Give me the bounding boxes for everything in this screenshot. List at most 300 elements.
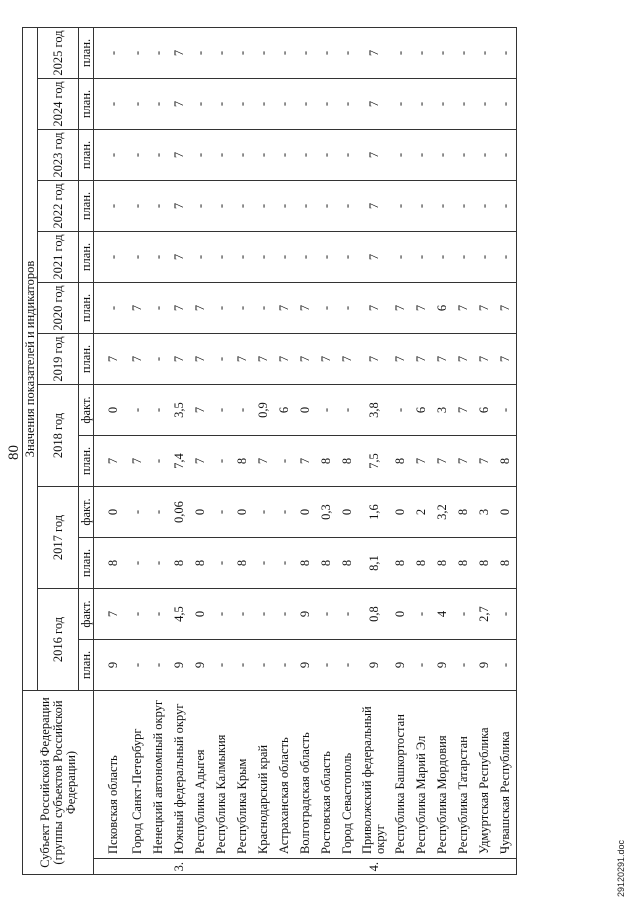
value-cell: - — [274, 79, 295, 130]
value-cell: 0 — [495, 487, 517, 538]
value-cell: - — [295, 181, 316, 232]
value-cell: - — [274, 640, 295, 691]
value-cell: 6 — [474, 385, 495, 436]
subject-name: Республика Адыгея — [190, 691, 211, 859]
row-number: 3. — [169, 859, 190, 875]
value-cell: 7 — [337, 334, 358, 385]
value-cell: 8 — [190, 538, 211, 589]
table-row — [358, 28, 390, 875]
value-cell: 7 — [474, 334, 495, 385]
value-cell: 7 — [127, 283, 148, 334]
value-cell: 0 — [232, 487, 253, 538]
value-cell: 3,8 — [358, 385, 390, 436]
value-cell: - — [211, 589, 232, 640]
value-cell: - — [411, 130, 432, 181]
row-number — [411, 859, 432, 875]
table-header — [23, 28, 94, 875]
value-cell: 0 — [390, 589, 411, 640]
value-cell: 7 — [169, 28, 190, 79]
value-cell: - — [253, 538, 274, 589]
year-header: 2019 год — [38, 334, 79, 385]
value-cell: 7 — [190, 385, 211, 436]
year-header: 2022 год — [38, 181, 79, 232]
table-row — [190, 28, 211, 875]
value-cell: 8 — [94, 538, 128, 589]
value-cell: 0,8 — [358, 589, 390, 640]
value-cell: 0 — [295, 385, 316, 436]
subject-name: Республика Мордовия — [432, 691, 453, 859]
value-cell: - — [253, 589, 274, 640]
table-row — [453, 28, 474, 875]
value-cell: - — [432, 181, 453, 232]
value-cell: - — [316, 283, 337, 334]
value-cell: - — [232, 28, 253, 79]
value-cell: 0,9 — [253, 385, 274, 436]
year-header: 2023 год — [38, 130, 79, 181]
value-cell: - — [253, 640, 274, 691]
row-number — [390, 859, 411, 875]
value-cell: - — [127, 79, 148, 130]
subject-name: Город Санкт-Петербург — [127, 691, 148, 859]
value-cell: - — [94, 181, 128, 232]
value-cell: - — [337, 640, 358, 691]
value-cell: 7 — [253, 334, 274, 385]
table-row — [390, 28, 411, 875]
value-cell: 7 — [411, 334, 432, 385]
value-cell: - — [232, 640, 253, 691]
fact-header: факт. — [79, 385, 94, 436]
document-code: 29120291.doc — [616, 839, 626, 897]
value-cell: - — [190, 232, 211, 283]
value-cell: 7,5 — [358, 436, 390, 487]
table-row — [432, 28, 453, 875]
fact-header: факт. — [79, 487, 94, 538]
row-number — [253, 859, 274, 875]
value-cell: - — [148, 130, 169, 181]
value-cell: - — [316, 232, 337, 283]
value-cell: 7 — [358, 28, 390, 79]
value-cell: - — [148, 79, 169, 130]
row-number — [211, 859, 232, 875]
value-cell: 7 — [190, 334, 211, 385]
value-cell: - — [411, 232, 432, 283]
subject-name: Астраханская область — [274, 691, 295, 859]
subject-name: Город Севастополь — [337, 691, 358, 859]
subject-name: Чувашская Республика — [495, 691, 517, 859]
value-cell: 7 — [274, 283, 295, 334]
value-cell: - — [94, 232, 128, 283]
value-cell: - — [232, 181, 253, 232]
value-cell: 7 — [127, 436, 148, 487]
plan-header: план. — [79, 181, 94, 232]
table-row — [127, 28, 148, 875]
value-cell: 7 — [169, 130, 190, 181]
value-cell: 7 — [432, 334, 453, 385]
plan-header: план. — [79, 640, 94, 691]
values-header: Значения показателей и индикаторов — [23, 28, 38, 691]
value-cell: 0 — [190, 589, 211, 640]
value-cell: - — [337, 28, 358, 79]
value-cell: - — [453, 130, 474, 181]
value-cell: - — [94, 283, 128, 334]
year-header: 2016 год — [38, 589, 79, 691]
value-cell: - — [148, 487, 169, 538]
subject-name: Волгоградская область — [295, 691, 316, 859]
table-row — [337, 28, 358, 875]
subject-name: Приволжский федеральный округ — [358, 691, 390, 859]
value-cell: - — [127, 28, 148, 79]
value-cell: - — [390, 181, 411, 232]
value-cell: - — [190, 79, 211, 130]
value-cell: - — [274, 232, 295, 283]
row-number — [274, 859, 295, 875]
value-cell: - — [411, 589, 432, 640]
value-cell: 8,1 — [358, 538, 390, 589]
value-cell: - — [127, 487, 148, 538]
value-cell: - — [148, 28, 169, 79]
value-cell: 7 — [432, 436, 453, 487]
row-number — [337, 859, 358, 875]
plan-header: план. — [79, 334, 94, 385]
value-cell: - — [127, 589, 148, 640]
value-cell: - — [390, 130, 411, 181]
value-cell: - — [390, 385, 411, 436]
value-cell: - — [295, 79, 316, 130]
value-cell: - — [411, 28, 432, 79]
value-cell: - — [316, 640, 337, 691]
value-cell: 7 — [453, 283, 474, 334]
value-cell: - — [295, 28, 316, 79]
value-cell: 4 — [432, 589, 453, 640]
value-cell: - — [211, 181, 232, 232]
value-cell: - — [148, 589, 169, 640]
value-cell: 7 — [169, 181, 190, 232]
value-cell: - — [337, 589, 358, 640]
value-cell: 0 — [295, 487, 316, 538]
value-cell: - — [253, 28, 274, 79]
value-cell: - — [316, 28, 337, 79]
value-cell: - — [432, 130, 453, 181]
row-number — [453, 859, 474, 875]
value-cell: - — [453, 79, 474, 130]
value-cell: - — [337, 283, 358, 334]
table-row — [411, 28, 432, 875]
value-cell: 7 — [232, 334, 253, 385]
value-cell: - — [127, 538, 148, 589]
value-cell: - — [295, 232, 316, 283]
year-header: 2024 год — [38, 79, 79, 130]
value-cell: 9 — [169, 640, 190, 691]
value-cell: - — [474, 181, 495, 232]
value-cell: - — [148, 640, 169, 691]
value-cell: 8 — [495, 436, 517, 487]
value-cell: - — [211, 283, 232, 334]
value-cell: 7,4 — [169, 436, 190, 487]
value-cell: 0,3 — [316, 487, 337, 538]
value-cell: - — [148, 385, 169, 436]
value-cell: 7 — [169, 232, 190, 283]
value-cell: - — [495, 28, 517, 79]
table-row — [495, 28, 517, 875]
value-cell: 9 — [295, 589, 316, 640]
value-cell: - — [253, 283, 274, 334]
value-cell: 0 — [94, 385, 128, 436]
value-cell: - — [474, 79, 495, 130]
subject-name: Псковская область — [94, 691, 128, 859]
value-cell: 2,7 — [474, 589, 495, 640]
value-cell: - — [211, 28, 232, 79]
value-cell: 7 — [295, 283, 316, 334]
value-cell: 7 — [474, 283, 495, 334]
value-cell: - — [127, 181, 148, 232]
value-cell: - — [127, 232, 148, 283]
value-cell: 7 — [474, 436, 495, 487]
value-cell: 8 — [316, 538, 337, 589]
value-cell: - — [274, 181, 295, 232]
row-number — [474, 859, 495, 875]
value-cell: - — [127, 640, 148, 691]
value-cell: - — [495, 589, 517, 640]
value-cell: 3 — [432, 385, 453, 436]
value-cell: 7 — [94, 334, 128, 385]
value-cell: - — [253, 487, 274, 538]
row-number — [148, 859, 169, 875]
value-cell: - — [232, 385, 253, 436]
table-row — [148, 28, 169, 875]
value-cell: 7 — [390, 334, 411, 385]
value-cell: - — [232, 283, 253, 334]
value-cell: - — [190, 130, 211, 181]
value-cell: - — [94, 79, 128, 130]
row-number — [495, 859, 517, 875]
row-number — [295, 859, 316, 875]
value-cell: 8 — [390, 538, 411, 589]
value-cell: - — [337, 181, 358, 232]
value-cell: 7 — [190, 283, 211, 334]
subject-name: Краснодарский край — [253, 691, 274, 859]
value-cell: - — [148, 232, 169, 283]
table-row — [232, 28, 253, 875]
value-cell: - — [411, 181, 432, 232]
value-cell: 7 — [411, 283, 432, 334]
value-cell: 7 — [358, 181, 390, 232]
row-number — [190, 859, 211, 875]
subject-name: Ростовская область — [316, 691, 337, 859]
value-cell: - — [316, 589, 337, 640]
value-cell: - — [495, 130, 517, 181]
value-cell: - — [495, 79, 517, 130]
value-cell: - — [274, 589, 295, 640]
year-header: 2018 год — [38, 385, 79, 487]
table-row — [211, 28, 232, 875]
value-cell: 8 — [474, 538, 495, 589]
value-cell: - — [390, 79, 411, 130]
value-cell: 7 — [453, 334, 474, 385]
value-cell: 7 — [94, 589, 128, 640]
value-cell: 7 — [190, 436, 211, 487]
row-number — [94, 859, 128, 875]
value-cell: - — [127, 130, 148, 181]
plan-header: план. — [79, 130, 94, 181]
row-number: 4. — [358, 859, 390, 875]
value-cell: - — [432, 232, 453, 283]
table-row — [253, 28, 274, 875]
row-number — [232, 859, 253, 875]
year-header: 2021 год — [38, 232, 79, 283]
value-cell: - — [474, 28, 495, 79]
value-cell: 8 — [316, 436, 337, 487]
value-cell: 0 — [190, 487, 211, 538]
value-cell: 8 — [453, 538, 474, 589]
subject-name: Республика Татарстан — [453, 691, 474, 859]
plan-header: план. — [79, 538, 94, 589]
value-cell: 7 — [358, 283, 390, 334]
value-cell: - — [495, 385, 517, 436]
subject-name: Республика Марий Эл — [411, 691, 432, 859]
page-number: 80 — [6, 445, 22, 460]
value-cell: - — [474, 232, 495, 283]
value-cell: - — [295, 130, 316, 181]
indicators-table — [22, 27, 517, 875]
value-cell: - — [211, 538, 232, 589]
value-cell: 8 — [453, 487, 474, 538]
row-number — [316, 859, 337, 875]
value-cell: 8 — [169, 538, 190, 589]
value-cell: - — [148, 436, 169, 487]
value-cell: 9 — [390, 640, 411, 691]
value-cell: - — [253, 130, 274, 181]
value-cell: 7 — [316, 334, 337, 385]
value-cell: 0 — [337, 487, 358, 538]
value-cell: - — [274, 28, 295, 79]
value-cell: - — [337, 232, 358, 283]
value-cell: - — [190, 28, 211, 79]
value-cell: - — [211, 385, 232, 436]
value-cell: 7 — [295, 436, 316, 487]
value-cell: - — [453, 232, 474, 283]
table-row — [474, 28, 495, 875]
value-cell: - — [253, 232, 274, 283]
plan-header: план. — [79, 436, 94, 487]
plan-header: план. — [79, 28, 94, 79]
value-cell: - — [211, 640, 232, 691]
value-cell: 7 — [295, 334, 316, 385]
table-row — [169, 28, 190, 875]
subject-name: Ненецкий автономный округ — [148, 691, 169, 859]
value-cell: - — [253, 181, 274, 232]
value-cell: 8 — [337, 436, 358, 487]
value-cell: 7 — [358, 79, 390, 130]
value-cell: 9 — [474, 640, 495, 691]
value-cell: - — [316, 181, 337, 232]
value-cell: 3,5 — [169, 385, 190, 436]
value-cell: - — [274, 538, 295, 589]
value-cell: 6 — [432, 283, 453, 334]
value-cell: 7 — [169, 334, 190, 385]
subject-name: Республика Крым — [232, 691, 253, 859]
value-cell: - — [316, 79, 337, 130]
value-cell: 3,2 — [432, 487, 453, 538]
value-cell: 0 — [94, 487, 128, 538]
subject-header: Субъект Российской Федерации (группы субъектов Российской Федерации) — [23, 691, 94, 875]
value-cell: 9 — [295, 640, 316, 691]
value-cell: - — [411, 640, 432, 691]
value-cell: 7 — [127, 334, 148, 385]
value-cell: - — [337, 385, 358, 436]
value-cell: 6 — [274, 385, 295, 436]
plan-header: план. — [79, 232, 94, 283]
value-cell: - — [211, 130, 232, 181]
value-cell: - — [453, 589, 474, 640]
value-cell: - — [390, 28, 411, 79]
value-cell: - — [474, 130, 495, 181]
value-cell: 8 — [232, 436, 253, 487]
value-cell: - — [211, 436, 232, 487]
value-cell: 1,6 — [358, 487, 390, 538]
value-cell: 8 — [432, 538, 453, 589]
value-cell: - — [432, 28, 453, 79]
value-cell: 7 — [94, 436, 128, 487]
value-cell: 8 — [337, 538, 358, 589]
value-cell: 7 — [495, 283, 517, 334]
value-cell: - — [94, 28, 128, 79]
value-cell: - — [211, 487, 232, 538]
value-cell: - — [274, 436, 295, 487]
value-cell: - — [274, 130, 295, 181]
value-cell: 8 — [411, 538, 432, 589]
value-cell: - — [127, 385, 148, 436]
table-row — [274, 28, 295, 875]
value-cell: 7 — [358, 334, 390, 385]
value-cell: 9 — [94, 640, 128, 691]
value-cell: - — [274, 487, 295, 538]
value-cell: - — [316, 130, 337, 181]
value-cell: 7 — [411, 436, 432, 487]
value-cell: - — [453, 181, 474, 232]
value-cell: 8 — [495, 538, 517, 589]
value-cell: 7 — [390, 283, 411, 334]
plan-header: план. — [79, 283, 94, 334]
year-header: 2017 год — [38, 487, 79, 589]
value-cell: - — [495, 640, 517, 691]
value-cell: - — [148, 283, 169, 334]
value-cell: 4,5 — [169, 589, 190, 640]
value-cell: - — [337, 79, 358, 130]
value-cell: - — [253, 79, 274, 130]
value-cell: 7 — [274, 334, 295, 385]
value-cell: - — [211, 334, 232, 385]
value-cell: 7 — [169, 79, 190, 130]
value-cell: - — [337, 130, 358, 181]
value-cell: - — [453, 28, 474, 79]
value-cell: 7 — [453, 436, 474, 487]
table-row — [295, 28, 316, 875]
subject-name: Удмуртская Республика — [474, 691, 495, 859]
value-cell: 7 — [453, 385, 474, 436]
value-cell: - — [211, 79, 232, 130]
value-cell: - — [232, 232, 253, 283]
value-cell: - — [390, 232, 411, 283]
value-cell: - — [211, 232, 232, 283]
value-cell: 7 — [358, 232, 390, 283]
value-cell: 8 — [295, 538, 316, 589]
value-cell: 9 — [432, 640, 453, 691]
value-cell: - — [232, 589, 253, 640]
value-cell: - — [432, 79, 453, 130]
table-row — [316, 28, 337, 875]
value-cell: - — [232, 130, 253, 181]
value-cell: 7 — [253, 436, 274, 487]
